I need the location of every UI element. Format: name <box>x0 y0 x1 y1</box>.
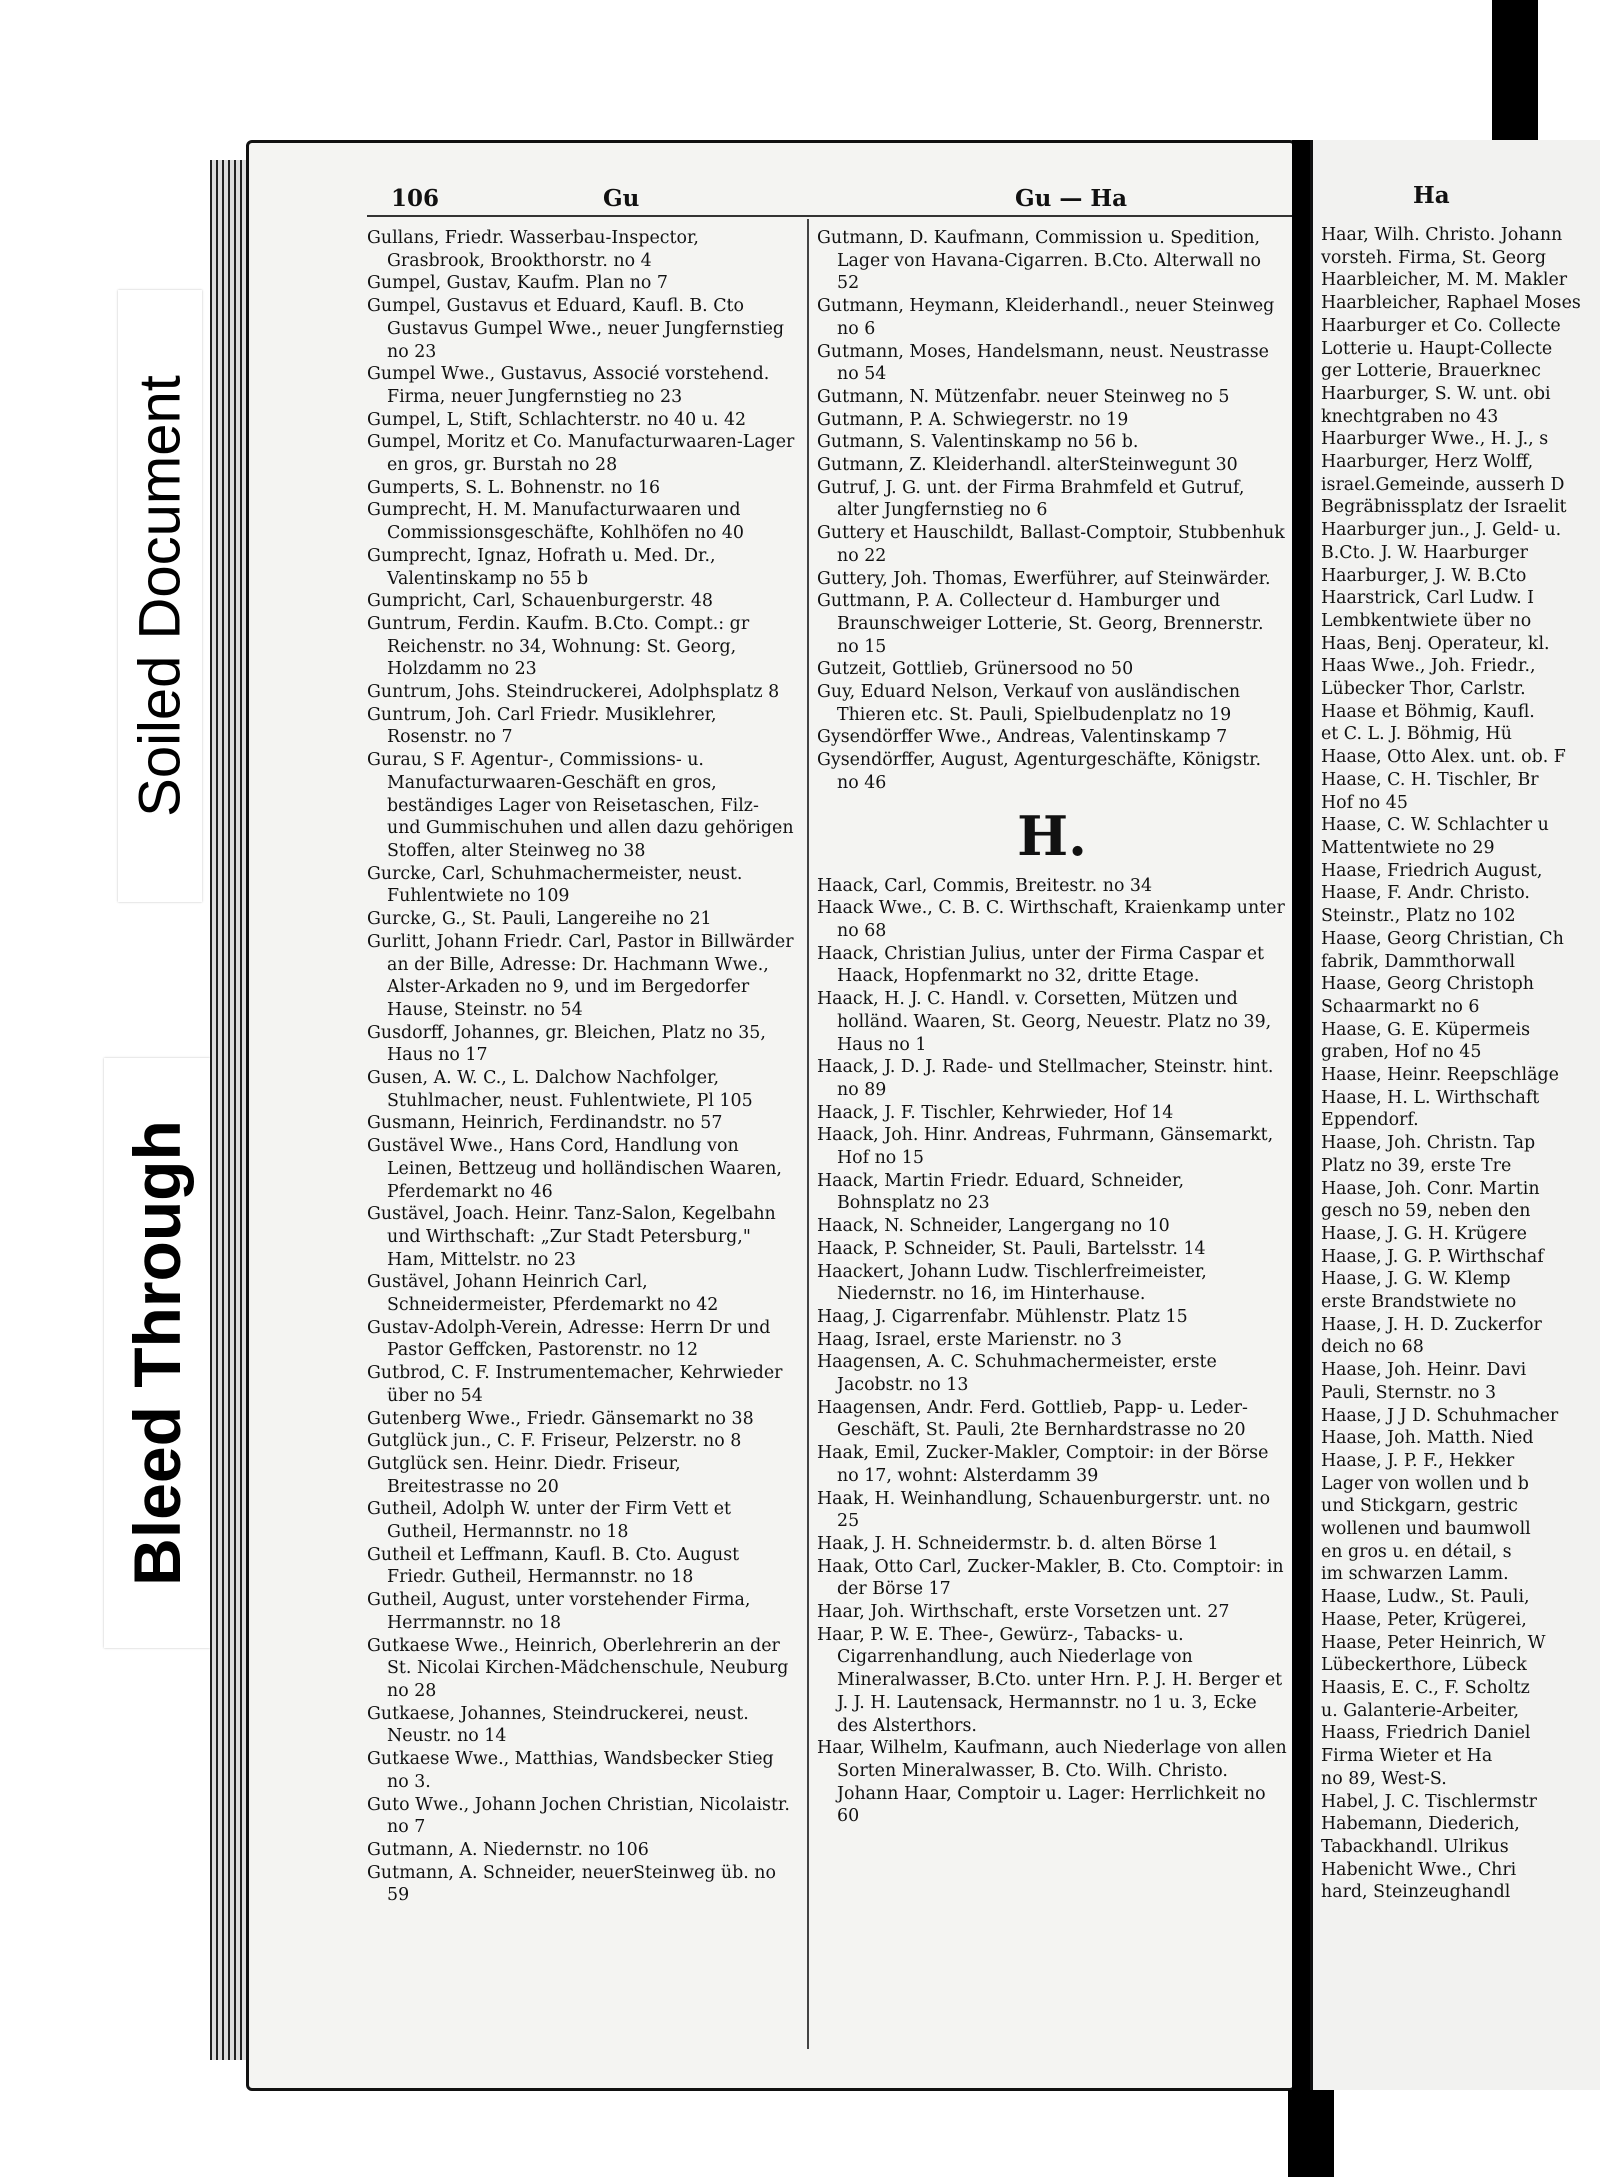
directory-entry: Gumpricht, Carl, Schauenburgerstr. 48 <box>367 591 713 612</box>
directory-entry: Haase, Heinr. Reepschläge <box>1321 1065 1559 1086</box>
directory-entry: Gustav-Adolph-Verein, Adresse: Herrn Dr und Pastor Geffcken, Pastorenstr. no 12 <box>367 1317 771 1361</box>
directory-entry: Hof no 45 <box>1321 792 1408 813</box>
section-letter: H. <box>1017 803 1087 868</box>
directory-entry: Tabackhandl. Ulrikus <box>1321 1836 1509 1857</box>
directory-entry: Haas, Benj. Operateur, kl. <box>1321 633 1550 654</box>
directory-entry: im schwarzen Lamm. <box>1321 1564 1509 1585</box>
directory-entry: Haack, J. D. J. Rade- und Stellmacher, Steinstr. hint. no 89 <box>817 1057 1274 1100</box>
directory-entry: Haase, Otto Alex. unt. ob. F <box>1321 747 1566 768</box>
directory-entry: Gutheil, Adolph W. unter der Firm Vett et Gutheil, Hermannstr. no 18 <box>367 1499 732 1543</box>
directory-entry: Gutmann, A. Schneider, neuerSteinweg üb. no 59 <box>367 1862 776 1906</box>
directory-entry: Guntrum, Johs. Steindruckerei, Adolphsplatz 8 <box>367 682 780 703</box>
directory-entry: Guttery et Hauschildt, Ballast-Comptoir, Stubbenhuk no 22 <box>817 523 1285 566</box>
directory-entry: Haack, Joh. Hinr. Andreas, Fuhrmann, Gänsemarkt, Hof no 15 <box>817 1125 1274 1169</box>
directory-entry: und Stickgarn, gestric <box>1321 1496 1518 1517</box>
directory-entry: Habel, J. C. Tischlermstr <box>1321 1791 1537 1812</box>
directory-entry: Gusmann, Heinrich, Ferdinandstr. no 57 <box>367 1113 723 1134</box>
directory-entry: Habenicht Wwe., Chri <box>1321 1859 1517 1880</box>
directory-entry: Gutheil et Leffmann, Kaufl. B. Cto. August Friedr. Gutheil, Hermannstr. no 18 <box>367 1544 740 1588</box>
directory-entry: Haase, J. G. W. Klemp <box>1321 1269 1511 1290</box>
directory-entry: Haack, Martin Friedr. Eduard, Schneider, Bohnsplatz no 23 <box>817 1170 1184 1214</box>
directory-entry: Platz no 39, erste Tre <box>1321 1155 1512 1176</box>
directory-entry: Haase, C. W. Schlachter u <box>1321 815 1549 836</box>
directory-entry: Steinstr., Platz no 102 <box>1321 906 1516 927</box>
directory-entry: Gullans, Friedr. Wasserbau-Inspector, Grasbrook, Brookthorstr. no 4 <box>367 228 699 271</box>
directory-entry: Guttmann, P. A. Collecteur d. Hamburger und Braunschweiger Lotterie, St. Georg, Brennerstr. no 15 <box>817 591 1264 657</box>
directory-entry: israel.Gemeinde, ausserh D <box>1321 474 1565 495</box>
directory-entry: Gysendörffer Wwe., Andreas, Valentinskamp 7 <box>817 727 1228 748</box>
directory-entry: Habemann, Diederich, <box>1321 1814 1520 1835</box>
directory-entry: Gutkaese Wwe., Heinrich, Oberlehrerin an der St. Nicolai Kirchen-Mädchenschule, Neuburg no 28 <box>367 1635 789 1701</box>
directory-entry: Gutmann, Moses, Handelsmann, neust. Neustrasse no 54 <box>817 341 1269 385</box>
directory-entry: Haack, H. J. C. Handl. v. Corsetten, Mützen und holländ. Waaren, St. Georg, Neuestr. Platz no 39, Haus no 1 <box>817 989 1272 1055</box>
directory-entry: Gustävel Wwe., Hans Cord, Handlung von Leinen, Bettzeug und holländischen Waaren, Pferdemarkt no 46 <box>367 1136 782 1202</box>
directory-entry: Haarbleicher, M. M. Makler <box>1321 270 1568 291</box>
directory-entry: Gutmann, Heymann, Kleiderhandl., neuer Steinweg no 6 <box>817 296 1275 339</box>
directory-entry: B.Cto. J. W. Haarburger <box>1321 542 1528 563</box>
directory-entry: erste Brandstwiete no <box>1321 1292 1517 1313</box>
directory-entry: Haase et Böhmig, Kaufl. <box>1321 701 1535 722</box>
directory-entry: Haasis, E. C., F. Scholtz <box>1321 1678 1530 1698</box>
directory-entry: Gurcke, Carl, Schuhmachermeister, neust. Fuhlentwiete no 109 <box>367 863 743 907</box>
facing-column <box>1321 224 1600 1904</box>
directory-entry: Lübecker Thor, Carlstr. <box>1321 679 1526 700</box>
column-divider <box>807 219 809 2049</box>
directory-entry: Haar, P. W. E. Thee-, Gewürz-, Tabacks- u. Cigarrenhandlung, auch Niederlage von Mineralwasser, B.Cto. unter Hrn. P. J. H. Berger et J. J. H. Lautensack, Hermannstr. no 1 u. 3, Ecke des Alsterthors. <box>817 1624 1283 1736</box>
directory-entry: Schaarmarkt no 6 <box>1321 996 1480 1017</box>
directory-entry: Haase, J. G. P. Wirthschaf <box>1321 1246 1544 1267</box>
header-rule <box>367 215 1302 217</box>
directory-entry: Gumpel, Gustavus et Eduard, Kaufl. B. Cto Gustavus Gumpel Wwe., neuer Jungfernstieg no 23 <box>367 296 785 362</box>
bleed-through-text: Bleed Through <box>120 1120 194 1586</box>
directory-entry: Gusen, A. W. C., L. Dalchow Nachfolger, Stuhlmacher, neust. Fuhlentwiete, Pl 105 <box>367 1068 753 1111</box>
directory-entry: Haagensen, A. C. Schuhmachermeister, erste Jacobstr. no 13 <box>817 1352 1217 1396</box>
directory-entry: Haase, Joh. Christn. Tap <box>1321 1133 1536 1154</box>
directory-entry: Haag, Israel, erste Marienstr. no 3 <box>817 1329 1122 1350</box>
directory-entry: deich no 68 <box>1321 1337 1424 1358</box>
directory-entry: Haarburger, S. W. unt. obi <box>1321 383 1551 404</box>
directory-entry: Haar, Wilh. Christo. Johann <box>1321 225 1563 245</box>
directory-entry: Gysendörffer, August, Agenturgeschäfte, Königstr. no 46 <box>817 750 1262 793</box>
directory-entry: Haack, Carl, Commis, Breitestr. no 34 <box>817 875 1153 896</box>
directory-entry: Gustävel, Joach. Heinr. Tanz-Salon, Kegelbahn und Wirthschaft: „Zur Stadt Petersburg," Ham, Mittelstr. no 23 <box>367 1204 776 1270</box>
directory-entry: Haase, H. L. Wirthschaft <box>1321 1087 1540 1108</box>
directory-entry: no 89, West-S. <box>1321 1768 1447 1789</box>
directory-entry: Gutglück sen. Heinr. Diedr. Friseur, Breitestrasse no 20 <box>367 1453 681 1497</box>
directory-entry: Firma Wieter et Ha <box>1321 1746 1493 1767</box>
directory-entry: et C. L. J. Böhmig, Hü <box>1321 724 1512 745</box>
directory-entry: Haak, Otto Carl, Zucker-Makler, B. Cto. Comptoir: in der Börse 17 <box>817 1556 1284 1600</box>
directory-entry: Haase, Ludw., St. Pauli, <box>1321 1587 1530 1608</box>
directory-entry: Gumprecht, Ignaz, Hofrath u. Med. Dr., Valentinskamp no 55 b <box>367 545 716 589</box>
directory-entry: Gumpel Wwe., Gustavus, Associé vorstehend. Firma, neuer Jungfernstieg no 23 <box>367 364 770 407</box>
directory-entry: Haas Wwe., Joh. Friedr., <box>1321 656 1536 677</box>
middle-column-bottom <box>817 875 1287 1829</box>
directory-entry: Gutbrod, C. F. Instrumentemacher, Kehrwieder über no 54 <box>367 1363 783 1406</box>
gutter <box>1292 140 1310 2090</box>
facing-page <box>1310 140 1600 2090</box>
directory-entry: Guy, Eduard Nelson, Verkauf von ausländischen Thieren etc. St. Pauli, Spielbudenplatz no 19 <box>817 682 1241 725</box>
directory-entry: Gurlitt, Johann Friedr. Carl, Pastor in Billwärder an der Bille, Adresse: Dr. Hachmann Wwe., Alster-Arkaden no 9, und im Bergedorfer Hause, Steinstr. no 54 <box>367 931 794 1020</box>
directory-entry: Haarbleicher, Raphael Moses <box>1321 293 1581 314</box>
directory-entry: Mattentwiete no 29 <box>1321 837 1495 858</box>
running-head-right: Gu — Ha <box>1015 185 1128 212</box>
directory-entry: ger Lotterie, Brauerknec <box>1321 361 1541 382</box>
directory-entry: Guto Wwe., Johann Jochen Christian, Nicolaistr. no 7 <box>367 1794 790 1838</box>
directory-entry: en gros u. en détail, s <box>1321 1541 1512 1562</box>
directory-entry: Haass, Friedrich Daniel <box>1321 1723 1531 1744</box>
middle-column-top <box>817 227 1287 795</box>
directory-entry: Gutglück jun., C. F. Friseur, Pelzerstr. no 8 <box>367 1431 742 1452</box>
directory-entry: Haak, Emil, Zucker-Makler, Comptoir: in der Börse no 17, wohnt: Alsterdamm 39 <box>817 1443 1269 1486</box>
directory-entry: Gutkaese Wwe., Matthias, Wandsbecker Stieg no 3. <box>367 1749 774 1792</box>
directory-entry: Lembkentwiete über no <box>1321 610 1532 631</box>
directory-entry: gesch no 59, neben den <box>1321 1201 1531 1222</box>
directory-entry: Pauli, Sternstr. no 3 <box>1321 1382 1497 1403</box>
directory-entry: Haase, G. E. Küpermeis <box>1321 1019 1531 1040</box>
directory-entry: fabrik, Dammthorwall <box>1321 951 1516 972</box>
directory-entry: Haack, Christian Julius, unter der Firma Caspar et Haack, Hopfenmarkt no 32, dritte Etage. <box>817 943 1265 987</box>
left-column <box>367 227 797 1907</box>
directory-entry: Haase, Friedrich August, <box>1321 860 1543 881</box>
directory-entry: Haarburger, Herz Wolff, <box>1321 452 1534 473</box>
directory-entry: Gumpel, Gustav, Kaufm. Plan no 7 <box>367 273 668 294</box>
bleed-through-label <box>104 1058 210 1648</box>
directory-entry: Haase, Joh. Heinr. Davi <box>1321 1360 1527 1381</box>
directory-entry: Guntrum, Ferdin. Kaufm. B.Cto. Compt.: gr Reichenstr. no 34, Wohnung: St. Georg, Holzdamm no 23 <box>367 613 750 680</box>
directory-entry: Gurau, S F. Agentur-, Commissions- u. Manufacturwaaren-Geschäft en gros, beständiges Lager von Reisetaschen, Filz- und Gummischuhen und allen dazu gehörigen Stoffen, alter Steinweg no 38 <box>367 750 794 861</box>
bottom-dark-tab <box>1288 2090 1334 2177</box>
directory-entry: Lotterie u. Haupt-Collecte <box>1321 338 1553 359</box>
directory-entry: Lager von wollen und b <box>1321 1473 1529 1494</box>
directory-entry: Lübeckerthore, Lübeck <box>1321 1655 1527 1676</box>
directory-entry: Haarburger et Co. Collecte <box>1321 315 1561 336</box>
running-head-left: Gu <box>603 185 640 212</box>
directory-entry: Haase, J. P. F., Hekker <box>1321 1450 1515 1471</box>
directory-entry: Gutmann, N. Mützenfabr. neuer Steinweg no 5 <box>817 386 1230 407</box>
directory-entry: Gutmann, D. Kaufmann, Commission u. Spedition, Lager von Havana-Cigarren. B.Cto. Alterwall no 52 <box>817 228 1262 294</box>
left-margin <box>0 0 210 2177</box>
running-head-facing: Ha <box>1413 182 1450 209</box>
directory-entry: Gumprecht, H. M. Manufacturwaaren und Commissionsgeschäfte, Kohlhöfen no 40 <box>367 500 744 544</box>
directory-entry: Haack, N. Schneider, Langergang no 10 <box>817 1216 1170 1237</box>
book-scan <box>210 140 1600 2090</box>
directory-entry: Gutmann, Z. Kleiderhandl. alterSteinwegunt 30 <box>817 455 1238 476</box>
directory-entry: Haase, Georg Christian, Ch <box>1321 928 1564 949</box>
soiled-document-label <box>118 290 202 902</box>
directory-entry: Haarstrick, Carl Ludw. I <box>1321 588 1535 609</box>
directory-entry: Haase, C. H. Tischler, Br <box>1321 769 1539 790</box>
directory-entry: Gutkaese, Johannes, Steindruckerei, neust. Neustr. no 14 <box>367 1703 749 1747</box>
directory-entry: Haar, Wilhelm, Kaufmann, auch Niederlage von allen Sorten Mineralwasser, B. Cto. Wilh. Christo. Johann Haar, Comptoir u. Lager: Herrlichkeit no 60 <box>817 1738 1287 1827</box>
directory-entry: Haagensen, Andr. Ferd. Gottlieb, Papp- u. Leder-Geschäft, St. Pauli, 2te Bernhardstrasse no 20 <box>817 1397 1248 1441</box>
main-page <box>246 140 1296 2091</box>
directory-entry: u. Galanterie-Arbeiter, <box>1321 1700 1520 1721</box>
directory-entry: Haase, J J D. Schuhmacher <box>1321 1405 1559 1426</box>
directory-entry: Gumperts, S. L. Bohnenstr. no 16 <box>367 477 661 498</box>
directory-entry: Guttery, Joh. Thomas, Ewerführer, auf Steinwärder. <box>817 568 1271 589</box>
directory-entry: Haak, J. H. Schneidermstr. b. d. alten Börse 1 <box>817 1533 1219 1554</box>
directory-entry: Gutenberg Wwe., Friedr. Gänsemarkt no 38 <box>367 1408 754 1429</box>
directory-entry: Gustävel, Johann Heinrich Carl, Schneidermeister, Pferdemarkt no 42 <box>367 1272 719 1316</box>
directory-entry: Gusdorff, Johannes, gr. Bleichen, Platz no 35, Haus no 17 <box>367 1022 766 1066</box>
directory-entry: Haag, J. Cigarrenfabr. Mühlenstr. Platz 15 <box>817 1306 1188 1327</box>
directory-entry: Haack Wwe., C. B. C. Wirthschaft, Kraienkamp unter no 68 <box>817 898 1285 941</box>
directory-entry: Haase, Joh. Matth. Nied <box>1321 1428 1534 1449</box>
directory-entry: Haarburger Wwe., H. J., s <box>1321 429 1549 450</box>
top-dark-tab <box>1492 0 1538 140</box>
directory-entry: Gutmann, P. A. Schwiegerstr. no 19 <box>817 409 1129 430</box>
directory-entry: Begräbnissplatz der Israelit <box>1321 497 1567 518</box>
directory-entry: wollenen und baumwoll <box>1321 1519 1531 1540</box>
middle-column <box>817 227 1287 1828</box>
directory-entry: Haack, J. F. Tischler, Kehrwieder, Hof 14 <box>817 1102 1174 1123</box>
directory-entry: vorsteh. Firma, St. Georg <box>1321 247 1546 268</box>
directory-entry: Gutmann, S. Valentinskamp no 56 b. <box>817 432 1139 453</box>
directory-entry: knechtgraben no 43 <box>1321 406 1499 427</box>
directory-entry: Haar, Joh. Wirthschaft, erste Vorsetzen unt. 27 <box>817 1602 1230 1623</box>
directory-entry: Gumpel, Moritz et Co. Manufacturwaaren-Lager en gros, gr. Burstah no 28 <box>367 432 795 476</box>
directory-entry: Eppendorf. <box>1321 1110 1419 1131</box>
directory-entry: Haase, Georg Christoph <box>1321 974 1534 995</box>
directory-entry: Gutmann, A. Niedernstr. no 106 <box>367 1839 649 1860</box>
directory-entry: hard, Steinzeughandl <box>1321 1882 1511 1903</box>
directory-entry: Haase, F. Andr. Christo. <box>1321 883 1530 904</box>
directory-entry: Gutzeit, Gottlieb, Grünersood no 50 <box>817 659 1134 680</box>
directory-entry: Haase, Peter Heinrich, W <box>1321 1632 1546 1653</box>
directory-entry: Haarburger, J. W. B.Cto <box>1321 565 1527 586</box>
directory-entry: Haak, H. Weinhandlung, Schauenburgerstr. unt. no 25 <box>817 1488 1271 1532</box>
soiled-document-text: Soiled Document <box>127 375 193 817</box>
directory-entry: Haase, J. G. H. Krügere <box>1321 1223 1527 1244</box>
directory-entry: Haase, Joh. Conr. Martin <box>1321 1178 1540 1199</box>
directory-entry: Haarburger jun., J. Geld- u. <box>1321 520 1562 541</box>
directory-entry: Haackert, Johann Ludw. Tischlerfreimeister, Niedernstr. no 16, im Hinterhause. <box>817 1261 1207 1305</box>
page-number: 106 <box>391 185 440 212</box>
directory-entry: Gutheil, August, unter vorstehender Firma, Herrmannstr. no 18 <box>367 1590 751 1633</box>
directory-entry: Haack, P. Schneider, St. Pauli, Bartelsstr. 14 <box>817 1238 1206 1259</box>
directory-entry: Gumpel, L, Stift, Schlachterstr. no 40 u. 42 <box>367 409 747 430</box>
directory-entry: Guntrum, Joh. Carl Friedr. Musiklehrer, Rosenstr. no 7 <box>367 704 717 748</box>
directory-entry: Gurcke, G., St. Pauli, Langereihe no 21 <box>367 909 712 930</box>
directory-entry: graben, Hof no 45 <box>1321 1042 1482 1063</box>
directory-entry: Haase, Peter, Krügerei, <box>1321 1609 1527 1630</box>
directory-entry: Haase, J. H. D. Zuckerfor <box>1321 1314 1542 1335</box>
directory-entry: Gutruf, J. G. unt. der Firma Brahmfeld et Gutruf, alter Jungfernstieg no 6 <box>817 477 1245 521</box>
